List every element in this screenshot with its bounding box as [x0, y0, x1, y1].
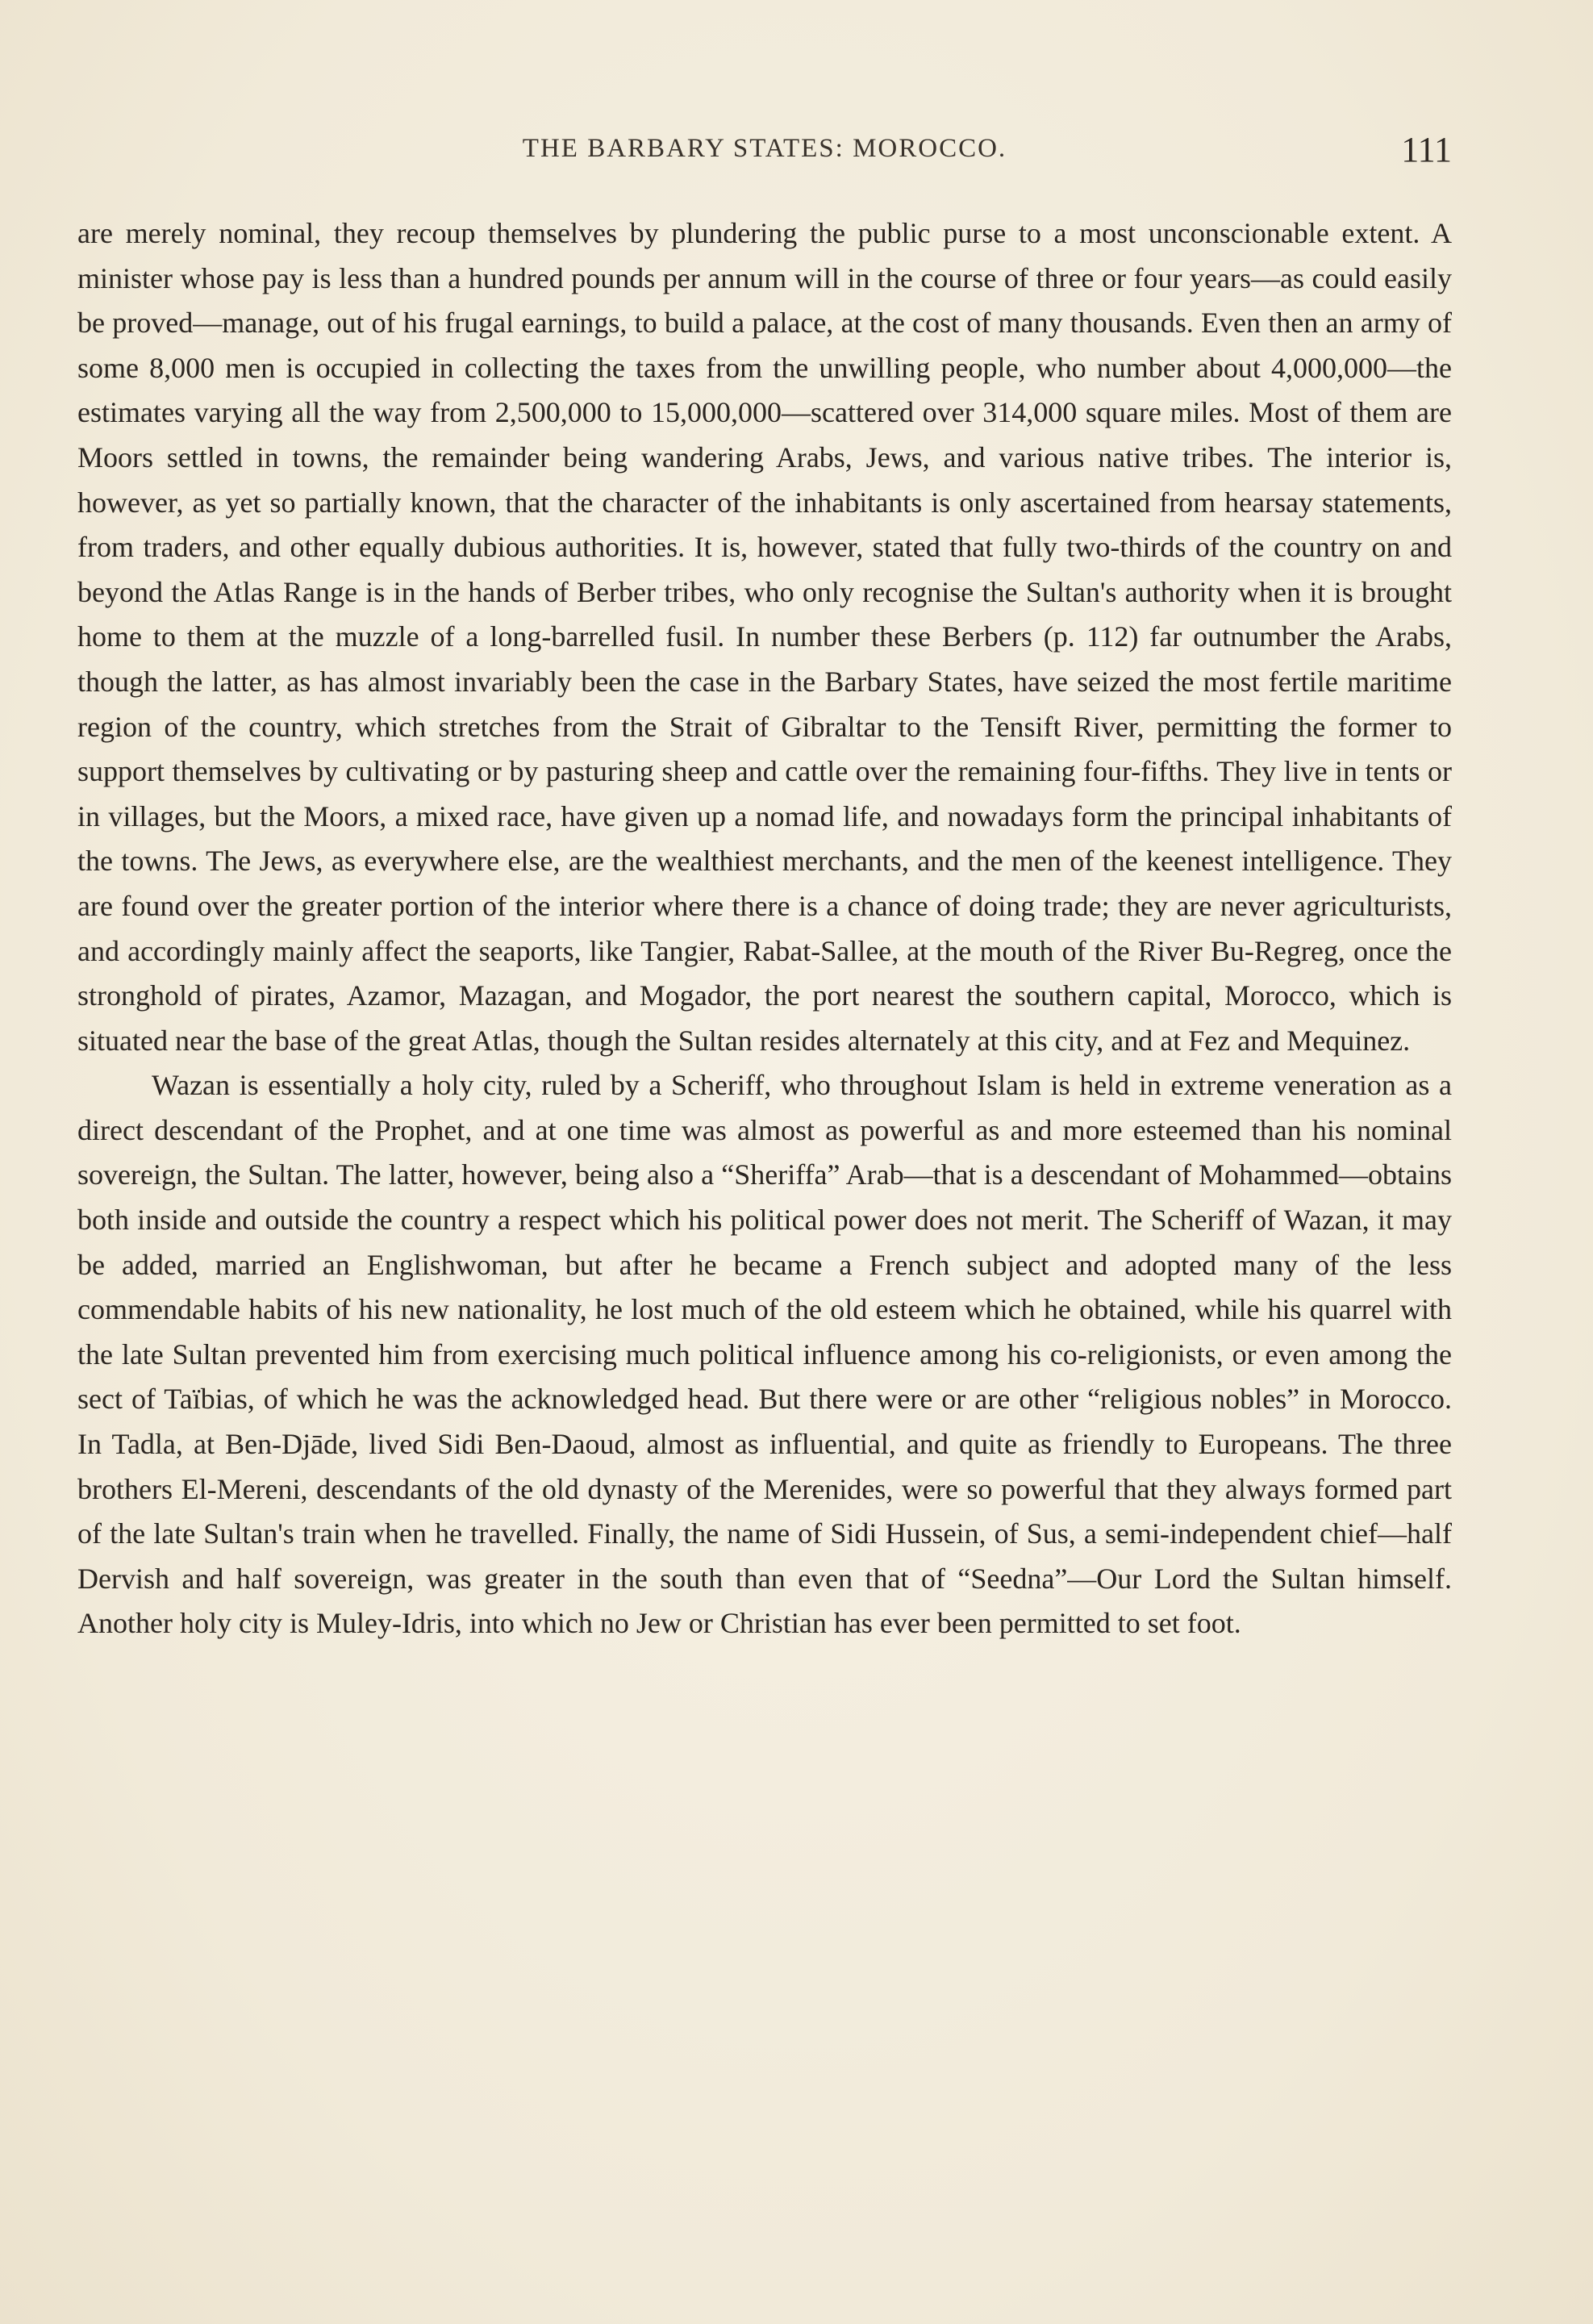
body-text — [77, 211, 1452, 1646]
running-head — [77, 129, 1452, 177]
running-title: THE BARBARY STATES: MOROCCO. — [522, 134, 1007, 163]
page-number: 111 — [1401, 130, 1452, 169]
paragraph-wazan: Wazan is essentially a holy city, ruled by a Scheriff, who throughout Islam is held in extreme veneration as a direct descendant of the Prophet, and at one time was almost as powerful as and more esteemed than his nominal sovereign, the Sultan. The latter, however, being also a “Sheriffa” Arab—that is a descendant of Mohammed—obtains both inside and outside the country a respect which his political power does not merit. The Scheriff of Wazan, it may be added, married an Englishwoman, but after he became a French subject and adopted many of the less commendable habits of his new nationality, he lost much of the old esteem which he obtained, while his quarrel with the late Sultan prevented him from exercising much political influence among his co-religionists, or even among the sect of Taïbias, of which he was the acknowledged head. But there were or are other “religious nobles” in Morocco. In Tadla, at Ben-Djāde, lived Sidi Ben-Daoud, almost as influential, and quite as friendly to Europeans. The three brothers El-Mereni, descendants of the old dynasty of the Merenides, were so powerful that they always formed part of the late Sultan's train when he travelled. Finally, the name of Sidi Hussein, of Sus, a semi-independent chief—half Dervish and half sovereign, was greater in the south than even that of “Seedna”—Our Lord the Sultan himself. Another holy city is Muley-Idris, into which no Jew or Christian has ever been permitted to set foot. — [77, 1069, 1452, 1640]
paragraph-continued: are merely nominal, they recoup themselves by plundering the public purse to a most unconscionable extent. A minister whose pay is less than a hundred pounds per annum will in the course of three or four years—as could easily be proved—manage, out of his frugal earnings, to build a palace, at the cost of many thousands. Even then an army of some 8,000 men is occupied in collecting the taxes from the unwilling people, who number about 4,000,000—the estimates varying all the way from 2,500,000 to 15,000,000—scattered over 314,000 square miles. Most of them are Moors settled in towns, the remainder being wandering Arabs, Jews, and various native tribes. The interior is, however, as yet so partially known, that the character of the inhabitants is only ascertained from hearsay statements, from traders, and other equally dubious authorities. It is, however, stated that fully two-thirds of the country on and beyond the Atlas Range is in the hands of Berber tribes, who only recognise the Sultan's authority when it is brought home to them at the muzzle of a long-barrelled fusil. In number these Berbers (p. 112) far outnumber the Arabs, though the latter, as has almost invariably been the case in the Barbary States, have seized the most fertile maritime region of the country, which stretches from the Strait of Gibraltar to the Tensift River, permitting the former to support themselves by cultivating or by pasturing sheep and cattle over the remaining four-fifths. They live in tents or in villages, but the Moors, a mixed race, have given up a nomad life, and nowadays form the principal inhabitants of the towns. The Jews, as everywhere else, are the wealthiest merchants, and the men of the keenest intelligence. They are found over the greater portion of the interior where there is a chance of doing trade; they are never agriculturists, and accordingly mainly affect the seaports, like Tangier, Rabat-Sallee, at the mouth of the River Bu-Regreg, once the stronghold of pirates, Azamor, Mazagan, and Mogador, the port nearest the southern capital, Morocco, which is situated near the base of the great Atlas, though the Sultan resides alternately at this city, and at Fez and Mequinez. — [77, 217, 1452, 1057]
